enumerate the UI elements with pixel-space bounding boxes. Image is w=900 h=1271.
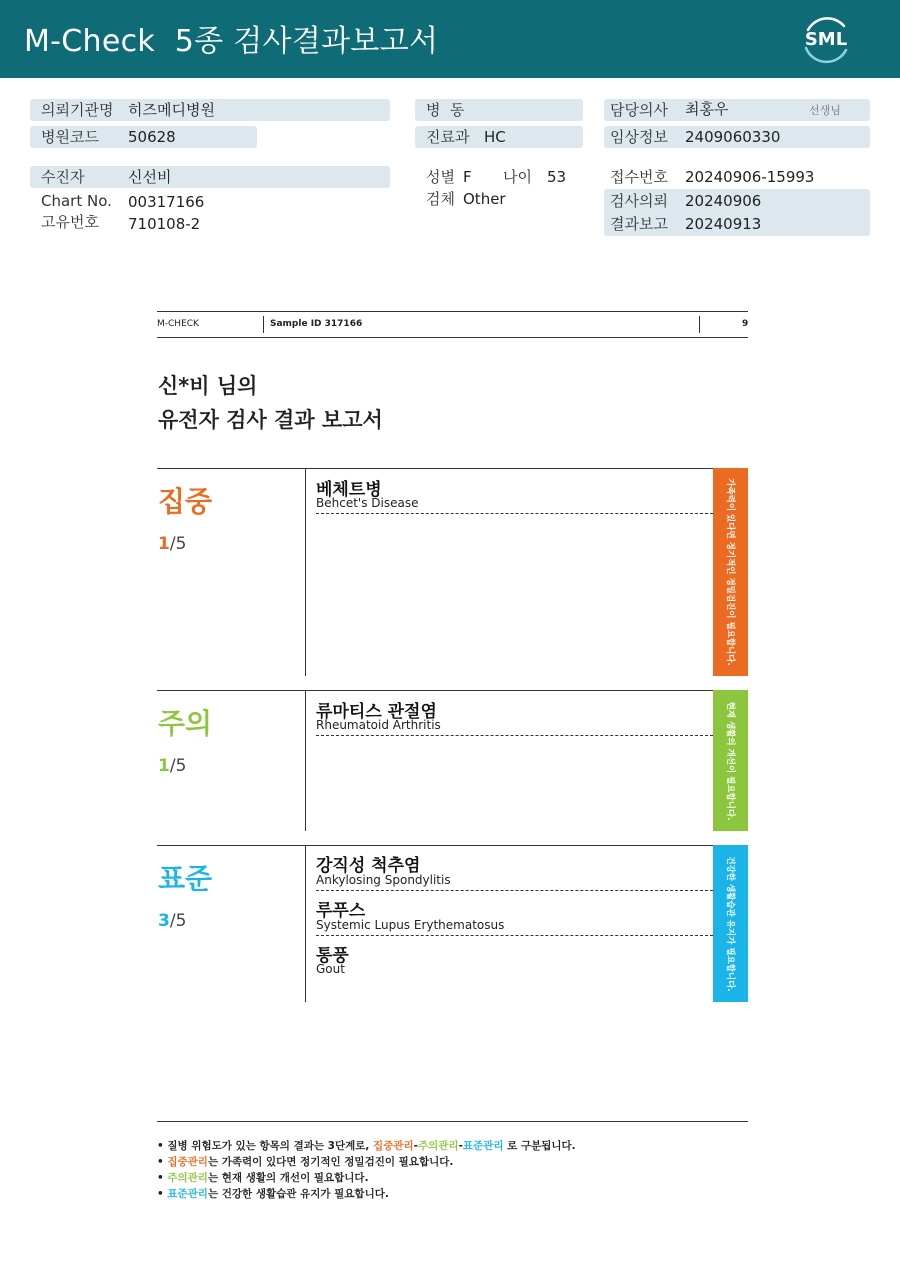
hospital-code-label: 병원코드 bbox=[41, 128, 99, 146]
age-value: 53 bbox=[547, 168, 567, 186]
disease-name-ko: 루푸스 bbox=[316, 901, 366, 921]
disease-name-en: Gout bbox=[316, 962, 345, 976]
disease-name-en: Rheumatoid Arthritis bbox=[316, 718, 441, 732]
age-label: 나이 bbox=[503, 168, 532, 186]
report-title: M-Check 5종 검사결과보고서 bbox=[24, 24, 439, 59]
institution-label: 의뢰기관명 bbox=[41, 101, 114, 119]
section-rule bbox=[157, 690, 713, 691]
hospital-code-value: 50628 bbox=[128, 128, 176, 146]
sex-value: F bbox=[463, 168, 472, 186]
disease-name-en: Systemic Lupus Erythematosus bbox=[316, 918, 505, 932]
disease-name-ko: 류마티스 관절염 bbox=[316, 702, 437, 722]
dotted-separator bbox=[316, 513, 713, 514]
dept-label: 진료과 bbox=[426, 128, 470, 146]
receipt-label: 접수번호 bbox=[610, 168, 668, 186]
header-divider bbox=[263, 316, 264, 333]
unique-id-label: 고유번호 bbox=[41, 213, 99, 231]
ward-label: 병 동 bbox=[426, 101, 465, 119]
focus-sidebar-text: 가족력이 있다면 정기적인 정밀검진이 필요합니다. bbox=[724, 478, 735, 666]
disease-name-ko: 강직성 척추염 bbox=[316, 856, 421, 876]
note-line-2: • 집중관리는 가족력이 있다면 정기적인 정밀검진이 필요합니다. bbox=[157, 1156, 454, 1168]
doctor-label: 담당의사 bbox=[610, 101, 668, 119]
unique-id-value: 710108-2 bbox=[128, 215, 201, 233]
disease-name-ko: 통풍 bbox=[316, 946, 349, 966]
caution-sidebar bbox=[713, 690, 748, 831]
examinee-value: 신선비 bbox=[128, 168, 172, 186]
standard-count: 3/5 bbox=[158, 911, 187, 931]
standard-section-title: 표준 bbox=[158, 862, 213, 895]
report-header-rule bbox=[157, 337, 748, 338]
note-line-1: • 질병 위험도가 있는 항목의 결과는 3단계로, 집중관리-주의관리-표준관리 로 구분됩니다. bbox=[157, 1140, 576, 1152]
section-divider bbox=[305, 846, 306, 1002]
standard-sidebar-text: 건강한 생활습관 유지가 필요합니다. bbox=[724, 855, 735, 992]
receipt-value: 20240906-15993 bbox=[685, 168, 815, 186]
clinical-value: 2409060330 bbox=[685, 128, 781, 146]
dotted-separator bbox=[316, 890, 713, 891]
specimen-label: 검체 bbox=[426, 190, 455, 208]
sml-logo bbox=[798, 12, 854, 66]
header-divider bbox=[699, 316, 700, 333]
report-brand: M-CHECK bbox=[157, 319, 199, 329]
sample-id: Sample ID 317166 bbox=[270, 319, 363, 329]
caution-count: 1/5 bbox=[158, 756, 187, 776]
section-divider bbox=[305, 469, 306, 676]
doctor-suffix: 선생님 bbox=[809, 104, 841, 117]
disease-name-en: Ankylosing Spondylitis bbox=[316, 873, 451, 887]
section-rule bbox=[157, 468, 713, 469]
dotted-separator bbox=[316, 735, 713, 736]
disease-name-ko: 베체트병 bbox=[316, 480, 382, 500]
page-number: 9 bbox=[742, 319, 749, 329]
logo-text: SML bbox=[804, 29, 848, 50]
focus-count: 1/5 bbox=[158, 534, 187, 554]
clinical-label: 임상정보 bbox=[610, 128, 668, 146]
specimen-value: Other bbox=[463, 190, 506, 208]
notes-rule bbox=[157, 1121, 748, 1122]
section-rule bbox=[157, 845, 713, 846]
dept-value: HC bbox=[484, 128, 506, 146]
request-label: 검사의뢰 bbox=[610, 192, 668, 210]
institution-value: 히즈메디병원 bbox=[128, 101, 215, 119]
examinee-label: 수진자 bbox=[41, 168, 85, 186]
note-line-4: • 표준관리는 건강한 생활습관 유지가 필요합니다. bbox=[157, 1188, 389, 1200]
report-date-label: 결과보고 bbox=[610, 215, 668, 233]
chart-no-value: 00317166 bbox=[128, 193, 205, 211]
report-top-rule bbox=[157, 311, 748, 312]
sex-label: 성별 bbox=[426, 168, 455, 186]
dotted-separator bbox=[316, 935, 713, 936]
disease-name-en: Behcet's Disease bbox=[316, 496, 419, 510]
standard-sidebar bbox=[713, 845, 748, 1002]
report-date-value: 20240913 bbox=[685, 215, 762, 233]
request-value: 20240906 bbox=[685, 192, 762, 210]
focus-section-title: 집중 bbox=[158, 485, 213, 518]
caution-sidebar-text: 현재 생활의 개선이 필요합니다. bbox=[724, 701, 735, 820]
caution-section-title: 주의 bbox=[158, 707, 213, 740]
report-heading-line2: 유전자 검사 결과 보고서 bbox=[158, 408, 383, 432]
focus-sidebar bbox=[713, 468, 748, 676]
chart-no-label: Chart No. bbox=[41, 192, 112, 210]
note-line-3: • 주의관리는 현재 생활의 개선이 필요합니다. bbox=[157, 1172, 369, 1184]
report-heading-line1: 신*비 님의 bbox=[158, 374, 258, 398]
section-divider bbox=[305, 691, 306, 831]
doctor-value: 최홍우 bbox=[685, 100, 729, 118]
